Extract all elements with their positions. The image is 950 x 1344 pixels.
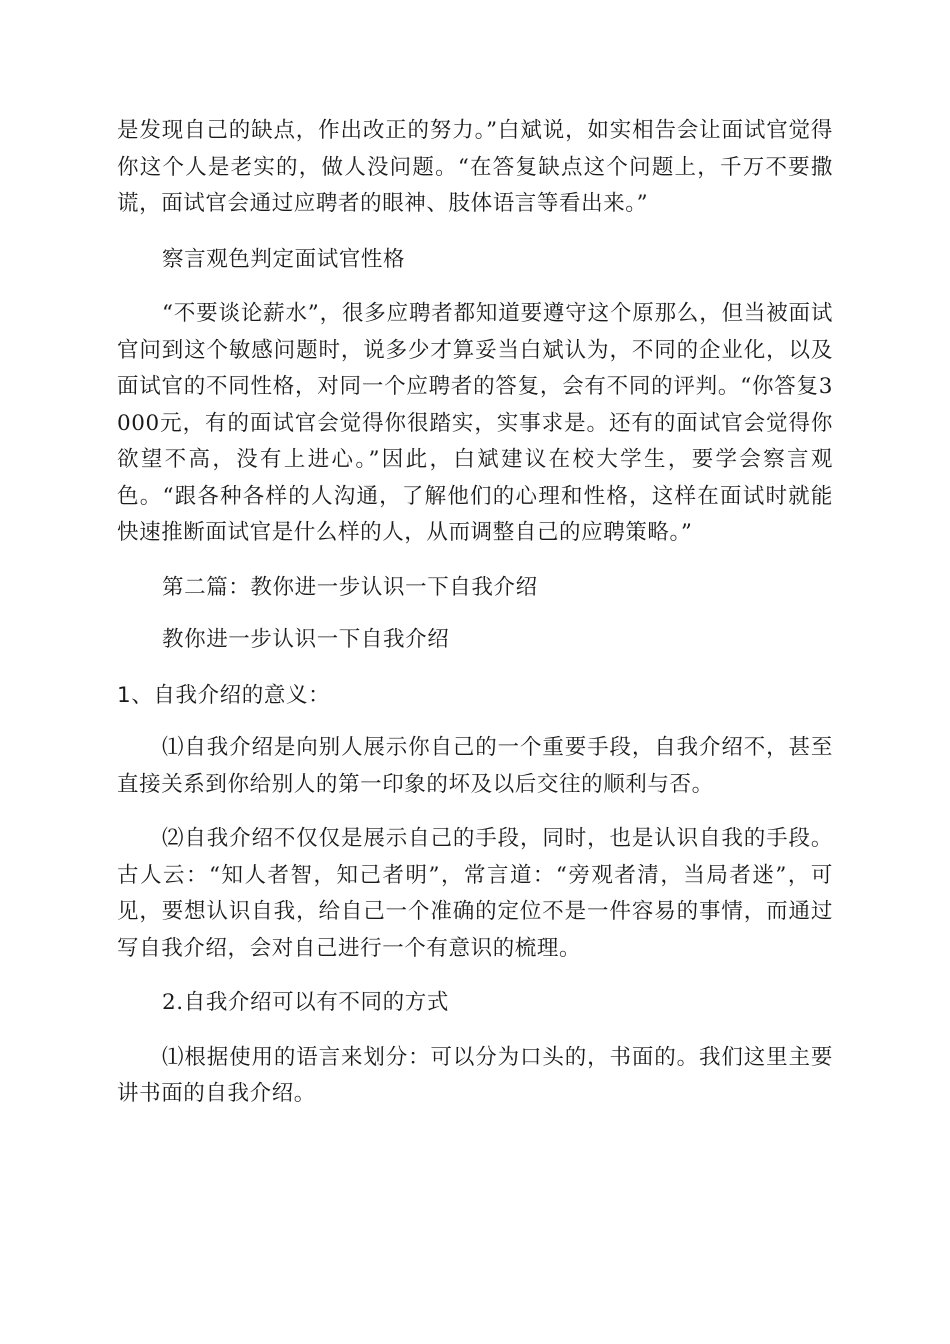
chapter-heading: 第二篇：教你进一步认识一下自我介绍 (162, 574, 538, 600)
list-item-1: ⑴自我介绍是向别人展示你自己的一个重要手段，自我介绍不，甚至直接关系到你给别人的第一印象的坏及以后交往的顺利与否。 (117, 735, 833, 797)
paragraph-continuation: 是发现自己的缺点，作出改正的努力。”白斌说，如实相告会让面试官觉得你这个人是老实的，做人没问题。“在答复缺点这个问题上，千万不要撒谎，面试官会通过应聘者的眼神、肢体语言等看出来。” (117, 118, 833, 216)
list-item-language: ⑴根据使用的语言来划分：可以分为口头的，书面的。我们这里主要讲书面的自我介绍。 (117, 1044, 833, 1106)
list-heading-meaning: 1、自我介绍的意义： (117, 682, 331, 708)
paragraph-salary: “不要谈论薪水”，很多应聘者都知道要遵守这个原那么，但当被面试官问到这个敏感问题时，说多少才算妥当白斌认为，不同的企业化，以及面试官的不同性格，对同一个应聘者的答复，会有不同的评判。“你答复3000元，有的面试官会觉得你很踏实，实事求是。还有的面试官会觉得你欲望不高，没有上进心。”因此，白斌建议在校大学生，要学会察言观色。“跟各种各样的人沟通，了解他们的心理和性格，这样在面试时就能快速推断面试官是什么样的人，从而调整自己的应聘策略。” (117, 301, 833, 545)
list-heading-methods: 2.自我介绍可以有不同的方式 (162, 990, 449, 1015)
chapter-title: 教你进一步认识一下自我介绍 (162, 627, 450, 652)
document-body (117, 113, 833, 1113)
section-heading-interviewer-personality: 察言观色判定面试官性格 (162, 246, 406, 272)
list-item-2: ⑵自我介绍不仅仅是展示自己的手段，同时，也是认识自我的手段。古人云：“知人者智，知己者明”，常言道：“旁观者清，当局者迷”，可见，要想认识自我，给自己一个准确的定位不是一件容易的事情，而通过写自我介绍，会对自己进行一个有意识的梳理。 (117, 826, 833, 961)
